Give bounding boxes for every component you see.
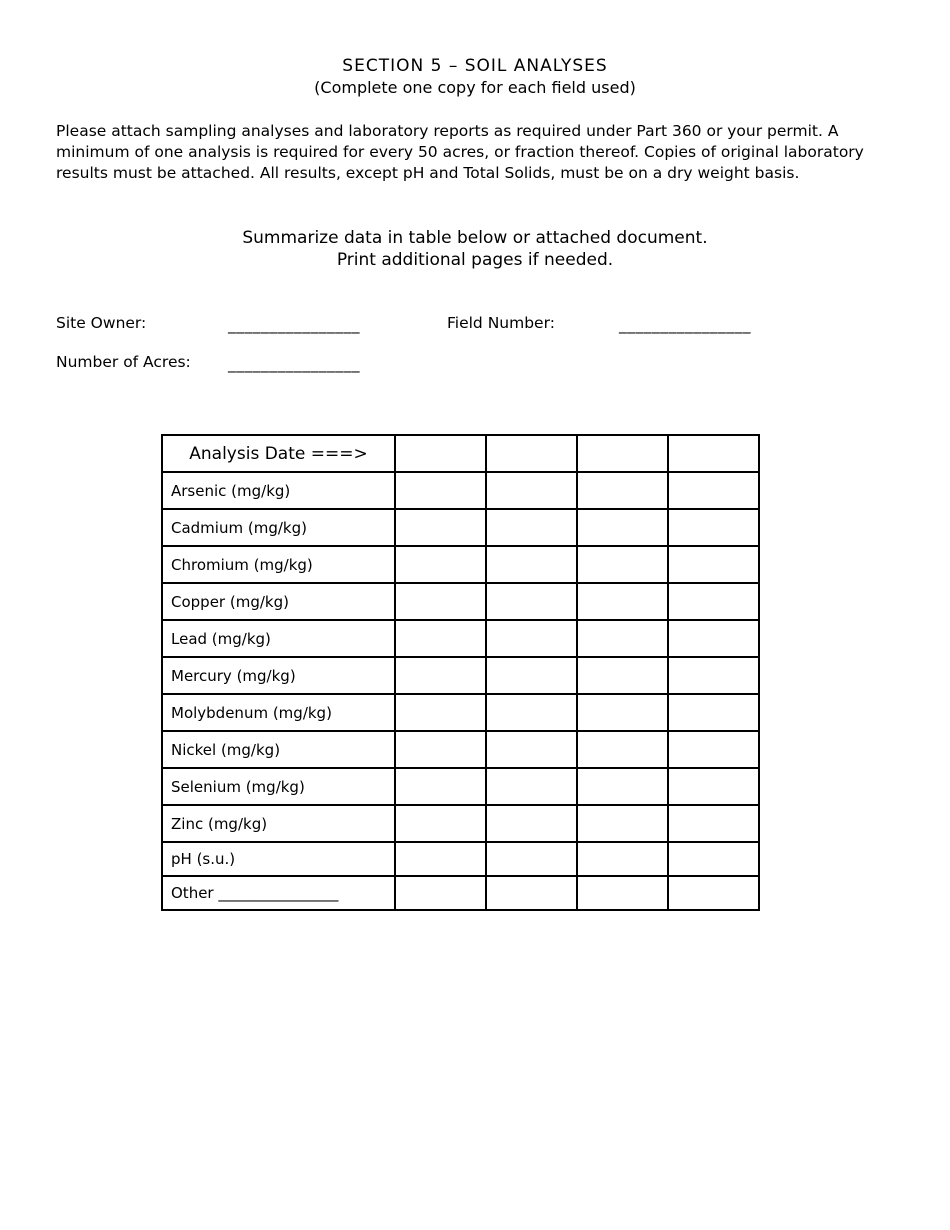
data-cell[interactable] xyxy=(486,472,577,509)
row-label-cadmium: Cadmium (mg/kg) xyxy=(162,509,395,546)
row-label-selenium: Selenium (mg/kg) xyxy=(162,768,395,805)
row-label-lead: Lead (mg/kg) xyxy=(162,620,395,657)
data-cell[interactable] xyxy=(486,620,577,657)
data-cell[interactable] xyxy=(668,546,759,583)
row-label-arsenic: Arsenic (mg/kg) xyxy=(162,472,395,509)
summary-instructions xyxy=(0,227,950,271)
data-cell[interactable] xyxy=(486,731,577,768)
data-cell[interactable] xyxy=(668,768,759,805)
data-cell[interactable] xyxy=(486,876,577,910)
data-cell[interactable] xyxy=(395,805,486,842)
data-cell[interactable] xyxy=(577,509,668,546)
row-label-other[interactable]: Other ________________ xyxy=(162,876,395,910)
data-cell[interactable] xyxy=(486,842,577,876)
row-label-chromium: Chromium (mg/kg) xyxy=(162,546,395,583)
data-cell[interactable] xyxy=(486,694,577,731)
data-cell[interactable] xyxy=(668,472,759,509)
data-cell[interactable] xyxy=(668,620,759,657)
data-cell[interactable] xyxy=(395,657,486,694)
data-cell[interactable] xyxy=(486,657,577,694)
analysis-date-cell-4[interactable] xyxy=(668,435,759,472)
data-cell[interactable] xyxy=(395,876,486,910)
number-of-acres-field[interactable]: ________________ xyxy=(228,355,360,373)
data-cell[interactable] xyxy=(668,509,759,546)
data-cell[interactable] xyxy=(577,805,668,842)
field-number-label: Field Number: xyxy=(447,314,555,332)
table-row xyxy=(162,509,759,546)
data-cell[interactable] xyxy=(577,842,668,876)
row-label-copper: Copper (mg/kg) xyxy=(162,583,395,620)
table-row xyxy=(162,620,759,657)
data-cell[interactable] xyxy=(577,583,668,620)
number-of-acres-label: Number of Acres: xyxy=(56,353,191,371)
soil-analysis-table xyxy=(161,434,760,911)
section-subtitle: (Complete one copy for each field used) xyxy=(314,78,636,97)
data-cell[interactable] xyxy=(395,620,486,657)
data-cell[interactable] xyxy=(577,657,668,694)
data-cell[interactable] xyxy=(486,805,577,842)
row-label-zinc: Zinc (mg/kg) xyxy=(162,805,395,842)
data-cell[interactable] xyxy=(668,731,759,768)
data-cell[interactable] xyxy=(668,842,759,876)
table-row xyxy=(162,583,759,620)
data-cell[interactable] xyxy=(577,546,668,583)
row-label-ph: pH (s.u.) xyxy=(162,842,395,876)
data-cell[interactable] xyxy=(395,546,486,583)
analysis-date-cell-3[interactable] xyxy=(577,435,668,472)
table-row xyxy=(162,805,759,842)
data-cell[interactable] xyxy=(486,583,577,620)
row-label-molybdenum: Molybdenum (mg/kg) xyxy=(162,694,395,731)
analysis-date-cell-1[interactable] xyxy=(395,435,486,472)
data-cell[interactable] xyxy=(577,694,668,731)
section-title: SECTION 5 – SOIL ANALYSES xyxy=(342,56,608,76)
data-cell[interactable] xyxy=(668,805,759,842)
analysis-date-cell-2[interactable] xyxy=(486,435,577,472)
data-cell[interactable] xyxy=(395,694,486,731)
summary-line-2: Print additional pages if needed. xyxy=(336,250,614,270)
summary-line-1: Summarize data in table below or attached document. xyxy=(242,228,708,248)
table-row xyxy=(162,694,759,731)
table-row xyxy=(162,768,759,805)
data-cell[interactable] xyxy=(486,768,577,805)
data-cell[interactable] xyxy=(395,768,486,805)
data-cell[interactable] xyxy=(668,694,759,731)
field-number-field[interactable]: ________________ xyxy=(619,316,751,334)
data-cell[interactable] xyxy=(577,876,668,910)
site-owner-label: Site Owner: xyxy=(56,314,147,332)
table-header-row xyxy=(162,435,759,472)
table-row xyxy=(162,472,759,509)
data-cell[interactable] xyxy=(486,546,577,583)
data-cell[interactable] xyxy=(395,583,486,620)
data-cell[interactable] xyxy=(395,842,486,876)
data-cell[interactable] xyxy=(668,657,759,694)
data-cell[interactable] xyxy=(577,472,668,509)
instructions-paragraph: Please attach sampling analyses and laboratory reports as required under Part 360 or your permit. A minimum of one analysis is required for every 50 acres, or fraction thereof. Copies of original laboratory results must be attached. All results, except pH and Total Solids, must be on a dry weight basis. xyxy=(56,122,864,182)
data-cell[interactable] xyxy=(668,876,759,910)
row-label-nickel: Nickel (mg/kg) xyxy=(162,731,395,768)
data-cell[interactable] xyxy=(577,768,668,805)
table-row xyxy=(162,546,759,583)
data-cell[interactable] xyxy=(395,472,486,509)
site-owner-field[interactable]: ________________ xyxy=(228,316,360,334)
data-cell[interactable] xyxy=(395,731,486,768)
data-cell[interactable] xyxy=(395,509,486,546)
table-row xyxy=(162,731,759,768)
table-row xyxy=(162,842,759,876)
data-cell[interactable] xyxy=(486,509,577,546)
table-row xyxy=(162,876,759,910)
table-row xyxy=(162,657,759,694)
data-cell[interactable] xyxy=(577,731,668,768)
row-label-mercury: Mercury (mg/kg) xyxy=(162,657,395,694)
analysis-date-header: Analysis Date ===> xyxy=(162,435,395,472)
data-cell[interactable] xyxy=(668,583,759,620)
data-cell[interactable] xyxy=(577,620,668,657)
